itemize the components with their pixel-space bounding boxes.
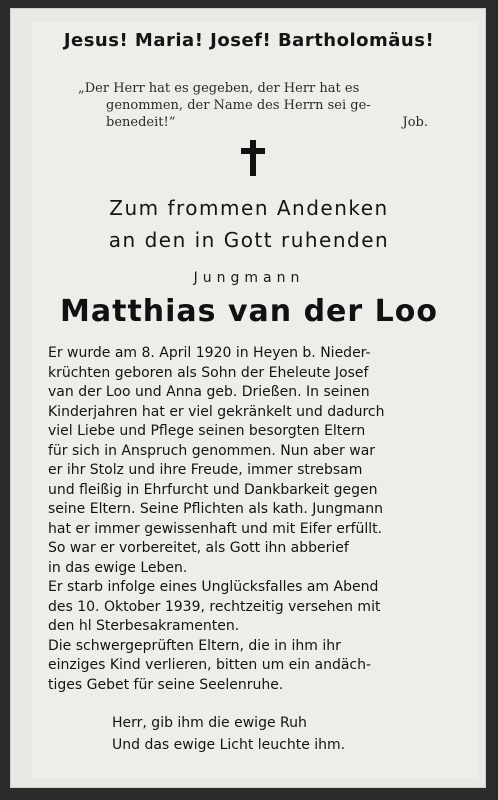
- invocation-heading: Jesus! Maria! Josef! Bartholomäus!: [63, 30, 435, 51]
- rank-label: Jungmann: [193, 270, 305, 286]
- bio-line: krüchten geboren als Sohn der Eheleute Josef: [48, 364, 369, 381]
- biography-text: [48, 344, 468, 695]
- bio-line: einziges Kind verlieren, bitten um ein andäch-: [48, 657, 372, 673]
- prayer-line-1: Herr, gib ihm die ewige Ruh: [112, 715, 307, 731]
- bio-line: So war er vorbereitet, als Gott ihn abberief: [48, 540, 349, 556]
- bio-line: Kinderjahren hat er viel gekränkelt und dadurch: [48, 403, 385, 420]
- bio-line: und fleißig in Ehrfurcht und Dankbarkeit gegen: [48, 481, 378, 498]
- bio-line: Er starb infolge eines Unglücksfalles am Abend: [48, 579, 379, 595]
- bio-line: van der Loo und Anna geb. Drießen. In seinen: [48, 384, 370, 400]
- bio-line: er ihr Stolz und ihre Freude, immer strebsam: [48, 462, 363, 478]
- quote-source: Job.: [402, 115, 428, 130]
- bio-line: des 10. Oktober 1939, rechtzeitig versehen mit: [48, 598, 381, 615]
- bio-line: den hl Sterbesakramenten.: [48, 618, 240, 634]
- memorial-line-2: an den in Gott ruhenden: [108, 228, 390, 252]
- bio-line: viel Liebe und Pflege seinen besorgten Eltern: [48, 423, 366, 439]
- quote-line: „Der Herr hat es gegeben, der Herr hat es: [78, 81, 360, 96]
- closing-prayer: [112, 712, 432, 756]
- bio-line: Er wurde am 8. April 1920 in Heyen b. Nieder-: [48, 345, 371, 361]
- bio-line: in das ewige Leben.: [48, 559, 188, 576]
- bio-line: Die schwergeprüften Eltern, die in ihm ihr: [48, 637, 341, 654]
- prayer-line-2: Und das ewige Licht leuchte ihm.: [112, 737, 346, 753]
- quote-line: genommen, der Name des Herrn sei ge-: [106, 98, 371, 113]
- quote-line: benedeit!“: [106, 115, 176, 130]
- bio-line: für sich in Anspruch genommen. Nun aber war: [48, 442, 376, 459]
- memorial-line-1: Zum frommen Andenken: [109, 196, 389, 220]
- deceased-name: Matthias van der Loo: [60, 294, 438, 329]
- bio-line: seine Eltern. Seine Pflichten als kath. Jungmann: [48, 501, 383, 517]
- latin-cross-icon: [241, 140, 265, 176]
- bio-line: tiges Gebet für seine Seelenruhe.: [48, 676, 284, 693]
- bio-line: hat er immer gewissenhaft und mit Eifer erfüllt.: [48, 520, 383, 537]
- scripture-quote: [78, 80, 468, 131]
